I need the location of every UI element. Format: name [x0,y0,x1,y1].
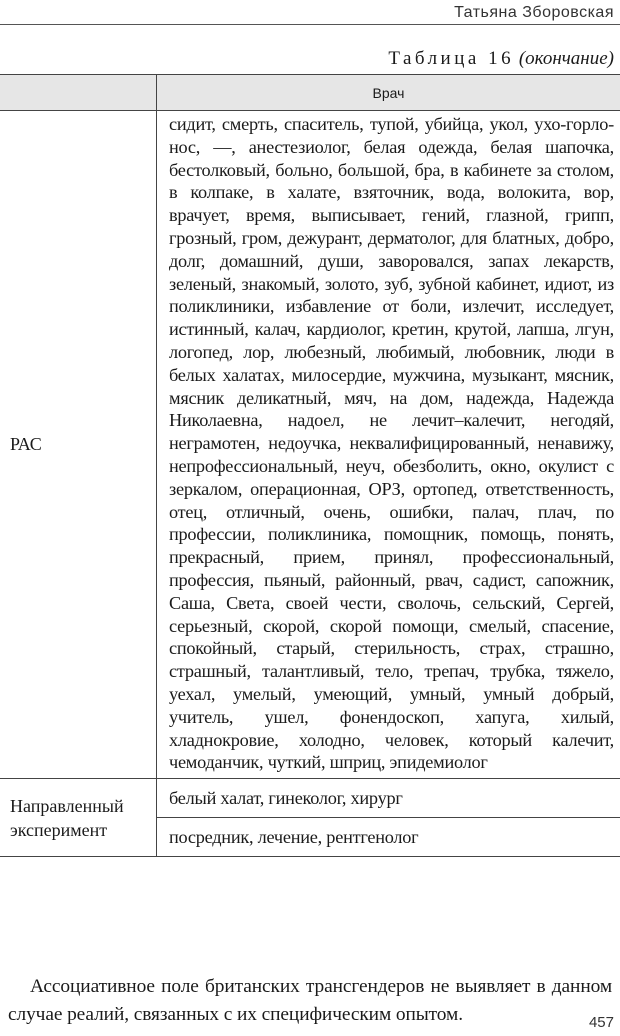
table-caption-continuation: (окончание) [518,48,614,69]
table-row-ras [0,111,620,779]
row-associations-experiment-2: посредник, лечение, рентгенолог [157,818,620,857]
row-associations-ras: сидит, смерть, спаситель, тупой, убийца, укол, ухо-горло-нос, —, анестезиолог, белая одежда, белая шапочка, бестолковый, больно, большой, бра, в кабинете за столом, в колпаке, в халате, взяточник, вода, волокита, вор, врачует, время, выписывает, гений, глазной, грипп, грозный, гром, дежурант, дерматолог, для блатных, добро, долг, домашний, души, заворовался, запах лекарств, зеленый, знакомый, золото, зуб, зубной кабинет, идиот, из поликлиники, избавление от боли, излечит, исследует, истинный, калач, кардиолог, кретин, крутой, лапша, лгун, логопед, лор, любезный, любимый, любовник, люди в белых халатах, милосердие, мужчина, музыкант, мясник, мясник деликатный, мяч, на дом, надежда, Надежда Николаевна, надоел, не лечит–калечит, негодяй, неграмотен, недоучка, неквалифицированный, ненавижу, непрофессиональный, неуч, обезболить, окно, окулист с зеркалом, операционная, ОРЗ, ортопед, ответственность, отец, отличный, очень, ошибки, палач, плач, по профессии, поликлиника, помощник, помощь, понять, прекрасный, прием, принял, профессиональный, профессия, пьяный, районный, рвач, садист, сапожник, Саша, Света, своей чести, сволочь, сельский, Сергей, серьезный, скорой, скорой помощи, смелый, спасение, спокойный, старый, стерильность, страх, страшно, страшный, талантливый, тело, трепач, трубка, тяжело, уехал, умелый, умеющий, умный, умный добрый, учитель, ушел, фонендоскоп, хапуга, хилый, хладнокровие, холодно, человек, который калечит, чемоданчик, чуткий, шприц, эпидемиолог [157,111,620,779]
row-label-experiment-line1: Направленный [10,795,124,816]
table-header-row [0,75,620,111]
row-label-experiment [0,779,157,857]
row-associations-experiment-1: белый халат, гинеколог, хирург [157,779,620,818]
header-blank-cell [0,75,157,111]
body-paragraph: Ассоциативное поле британских трансгендеров не выявляет в данном случае реалий, связанных с их специфическим опытом. [8,976,612,1026]
association-table [0,74,620,857]
row-label-experiment-line2: эксперимент [10,819,108,840]
row-label-ras: РАС [0,111,157,779]
column-header-vrach: Врач [157,75,620,111]
header-rule [0,24,620,25]
running-head: Татьяна Зборовская [454,4,614,21]
page-number: 457 [588,1014,614,1031]
table-caption-number: Таблица 16 [388,48,515,69]
table-row-experiment-1 [0,779,620,818]
table-caption [388,48,614,70]
